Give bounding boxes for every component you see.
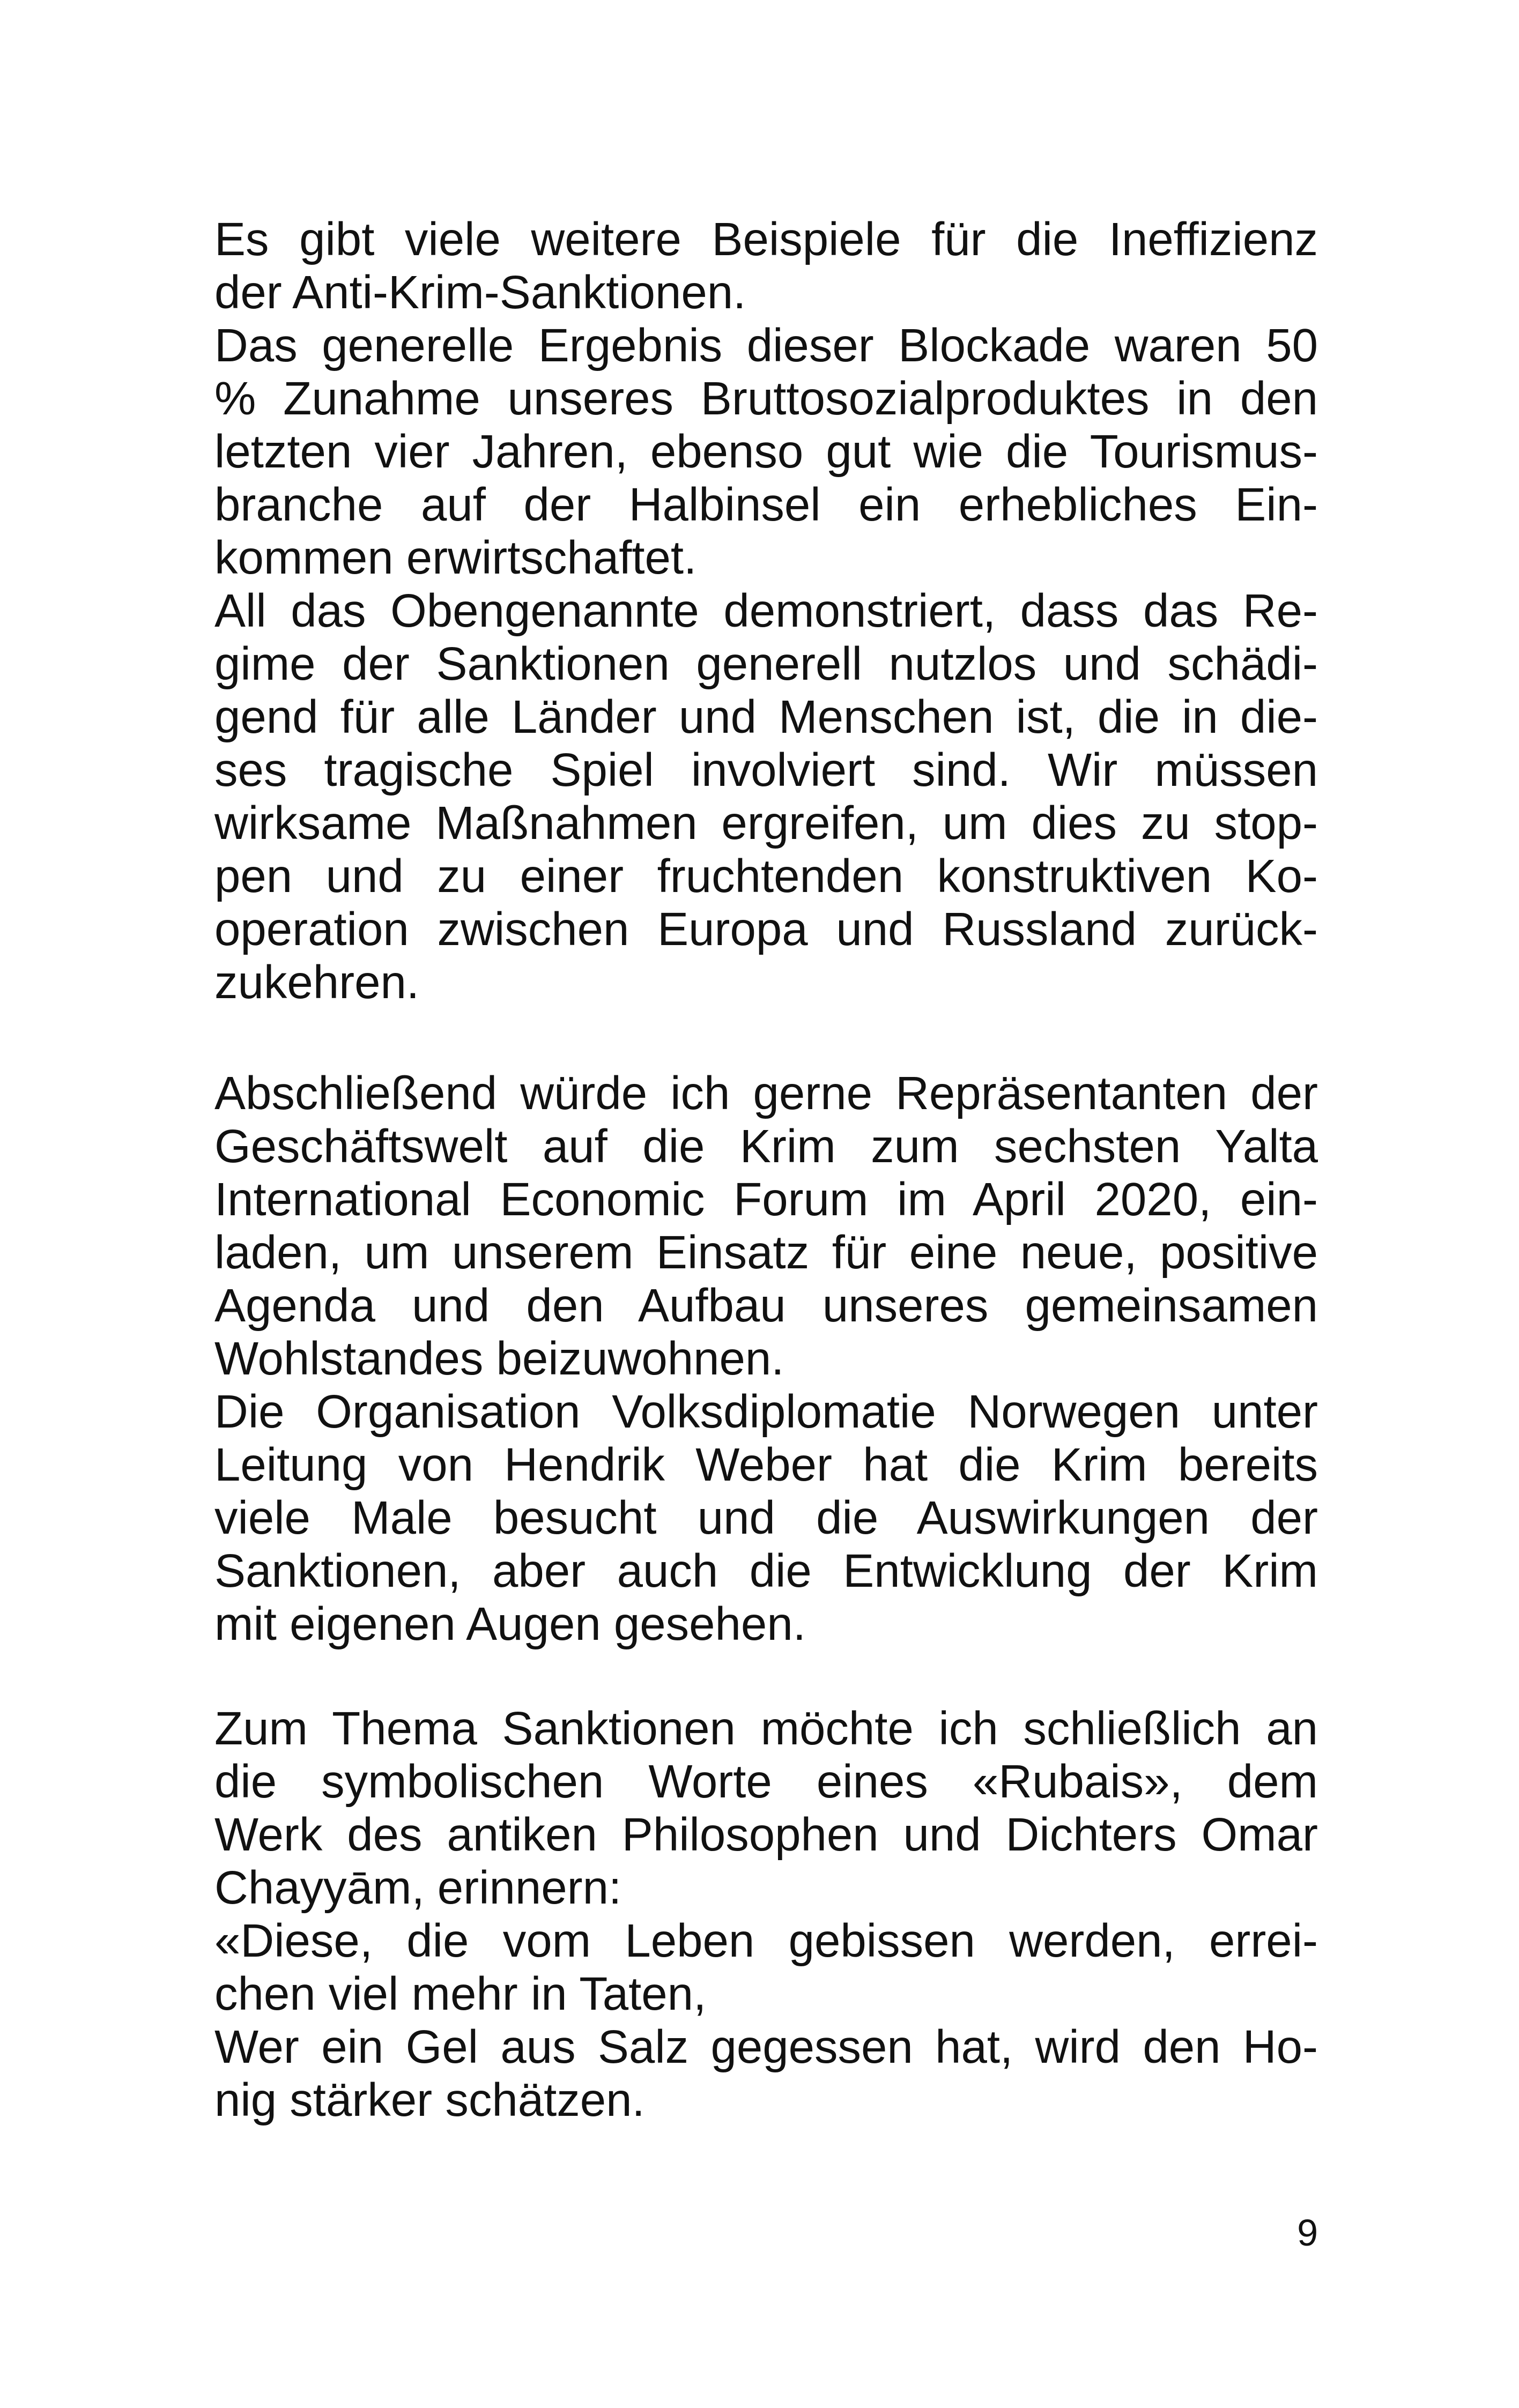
text-line: laden, um unserem Einsatz für eine neue, positive: [214, 1227, 1318, 1279]
text-line: Wohlstandes beizuwohnen.: [214, 1333, 784, 1385]
text-line: % Zunahme unseres Bruttosozialproduktes in den: [214, 373, 1318, 425]
paragraph-block-sanctions-ineffective: [214, 213, 1318, 1009]
text-line: Die Organisation Volksdiplomatie Norwegen unter: [214, 1386, 1318, 1438]
text-line: Leitung von Hendrik Weber hat die Krim bereits: [214, 1439, 1318, 1491]
text-line: Abschließend würde ich gerne Repräsentanten der: [214, 1067, 1318, 1119]
text-line: die symbolischen Worte eines «Rubais», dem: [214, 1756, 1318, 1808]
text-line: kommen erwirtschaftet.: [214, 532, 697, 584]
text-line: International Economic Forum im April 2020, ein-: [214, 1173, 1318, 1225]
text-line: Geschäftswelt auf die Krim zum sechsten Yalta: [214, 1120, 1318, 1172]
text-line: ses tragische Spiel involviert sind. Wir müssen: [214, 744, 1318, 796]
text-line: gend für alle Länder und Menschen ist, die in die-: [214, 691, 1318, 743]
text-line: Es gibt viele weitere Beispiele für die Ineffizienz: [214, 213, 1318, 265]
text-line: mit eigenen Augen gesehen.: [214, 1598, 806, 1650]
paragraph-block-yalta-forum: [214, 1067, 1318, 1651]
text-line: Chayyām, erinnern:: [214, 1862, 622, 1914]
page-number: 9: [1297, 2212, 1318, 2254]
text-line: Sanktionen, aber auch die Entwicklung der Krim: [214, 1545, 1318, 1597]
text-line: Zum Thema Sanktionen möchte ich schließlich an: [214, 1703, 1318, 1755]
text-line: viele Male besucht und die Auswirkungen der: [214, 1492, 1318, 1544]
text-line: branche auf der Halbinsel ein erhebliches Ein-: [214, 479, 1318, 531]
text-line: «Diese, die vom Leben gebissen werden, errei-: [214, 1915, 1318, 1967]
text-line: operation zwischen Europa und Russland zurück-: [214, 903, 1318, 955]
text-line: letzten vier Jahren, ebenso gut wie die Tourismus-: [214, 426, 1318, 478]
text-line: Das generelle Ergebnis dieser Blockade waren 50: [214, 319, 1318, 371]
text-line: Wer ein Gel aus Salz gegessen hat, wird den Ho-: [214, 2021, 1318, 2073]
text-line: zukehren.: [214, 956, 420, 1008]
text-line: wirksame Maßnahmen ergreifen, um dies zu stop-: [214, 797, 1318, 849]
text-line: der Anti-Krim-Sanktionen.: [214, 266, 746, 318]
text-line: gime der Sanktionen generell nutzlos und schädi-: [214, 638, 1318, 690]
text-line: nig stärker schätzen.: [214, 2074, 645, 2126]
text-line: Werk des antiken Philosophen und Dichters Omar: [214, 1809, 1318, 1861]
text-line: All das Obengenannte demonstriert, dass das Re-: [214, 585, 1318, 637]
text-line: chen viel mehr in Taten,: [214, 1968, 707, 2020]
text-line: pen und zu einer fruchtenden konstruktiven Ko-: [214, 850, 1318, 902]
text-line: Agenda und den Aufbau unseres gemeinsamen: [214, 1280, 1318, 1332]
paragraph-block-rubais-quote: [214, 1702, 1318, 2127]
